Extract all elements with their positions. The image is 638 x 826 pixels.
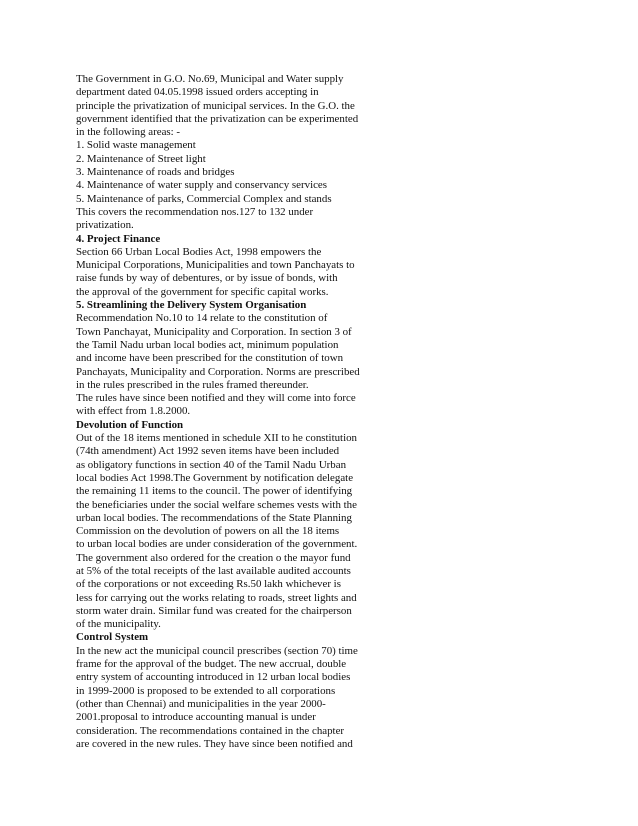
text-line: principle the privatization of municipal services. In the G.O. the xyxy=(76,99,355,112)
text-line: of the municipality. xyxy=(76,618,161,631)
text-line: Town Panchayat, Municipality and Corporation. In section 3 of xyxy=(76,325,352,338)
section-heading: 4. Project Finance xyxy=(76,232,161,245)
text-line: 2001.proposal to introduce accounting manual is under xyxy=(76,711,316,724)
text-line: in the following areas: - xyxy=(76,126,181,139)
document-body xyxy=(76,73,386,751)
text-line: entry system of accounting introduced in 12 urban local bodies xyxy=(76,671,351,684)
text-line: frame for the approval of the budget. The new accrual, double xyxy=(76,658,347,671)
text-line: (other than Chennai) and municipalities in the year 2000- xyxy=(76,697,326,710)
text-line: Municipal Corporations, Municipalities and town Panchayats to xyxy=(76,259,355,272)
text-line: as obligatory functions in section 40 of the Tamil Nadu Urban xyxy=(76,458,347,471)
text-line: less for carrying out the works relating to roads, street lights and xyxy=(76,591,357,604)
text-line: Section 66 Urban Local Bodies Act, 1998 empowers the xyxy=(76,245,322,258)
section-heading: Control System xyxy=(76,631,149,644)
text-line: with effect from 1.8.2000. xyxy=(76,405,191,418)
text-line: raise funds by way of debentures, or by issue of bonds, with xyxy=(76,272,338,285)
text-line: to urban local bodies are under consideration of the government. xyxy=(76,538,358,551)
text-line: the beneficiaries under the social welfare schemes vests with the xyxy=(76,498,357,511)
text-line: 1. Solid waste management xyxy=(76,139,196,152)
text-line: 3. Maintenance of roads and bridges xyxy=(76,166,235,179)
section-heading: Devolution of Function xyxy=(76,418,184,431)
text-line: storm water drain. Similar fund was created for the chairperson xyxy=(76,604,352,617)
text-line: The Government in G.O. No.69, Municipal and Water supply xyxy=(76,73,344,85)
text-line: This covers the recommendation nos.127 to 132 under xyxy=(76,205,314,218)
text-line: privatization. xyxy=(76,219,134,232)
text-line: In the new act the municipal council prescribes (section 70) time xyxy=(76,644,358,657)
text-line: of the corporations or not exceeding Rs.50 lakh whichever is xyxy=(76,578,341,591)
text-line: the Tamil Nadu urban local bodies act, minimum population xyxy=(76,338,339,351)
text-line: local bodies Act 1998.The Government by notification delegate xyxy=(76,471,354,484)
text-line: the approval of the government for specific capital works. xyxy=(76,285,329,298)
text-line: and income have been prescribed for the constitution of town xyxy=(76,352,344,365)
text-line: department dated 04.05.1998 issued orders accepting in xyxy=(76,86,319,99)
text-line: Out of the 18 items mentioned in schedule XII to he constitution xyxy=(76,432,357,445)
text-line: urban local bodies. The recommendations of the State Planning xyxy=(76,511,352,524)
text-line: government identified that the privatization can be experimented xyxy=(76,112,359,125)
text-line: in the rules prescribed in the rules framed thereunder. xyxy=(76,378,309,391)
section-heading: 5. Streamlining the Delivery System Organisation xyxy=(76,299,307,312)
text-line: 5. Maintenance of parks, Commercial Complex and stands xyxy=(76,192,332,205)
text-line: (74th amendment) Act 1992 seven items have been included xyxy=(76,445,340,458)
text-line: Panchayats, Municipality and Corporation. Norms are prescribed xyxy=(76,365,360,378)
text-line: Commission on the devolution of powers on all the 18 items xyxy=(76,525,340,538)
text-line: 4. Maintenance of water supply and conservancy services xyxy=(76,179,327,192)
text-line: The rules have since been notified and they will come into force xyxy=(76,392,356,405)
text-line: consideration. The recommendations contained in the chapter xyxy=(76,724,345,737)
text-line: are covered in the new rules. They have since been notified and xyxy=(76,737,353,750)
text-line: the remaining 11 items to the council. The power of identifying xyxy=(76,485,353,498)
text-line: 2. Maintenance of Street light xyxy=(76,152,206,165)
text-line: in 1999-2000 is proposed to be extended to all corporations xyxy=(76,684,336,697)
text-line: at 5% of the total receipts of the last available audited accounts xyxy=(76,564,351,577)
text-line: Recommendation No.10 to 14 relate to the constitution of xyxy=(76,312,328,325)
text-line: The government also ordered for the creation o the mayor fund xyxy=(76,551,351,564)
